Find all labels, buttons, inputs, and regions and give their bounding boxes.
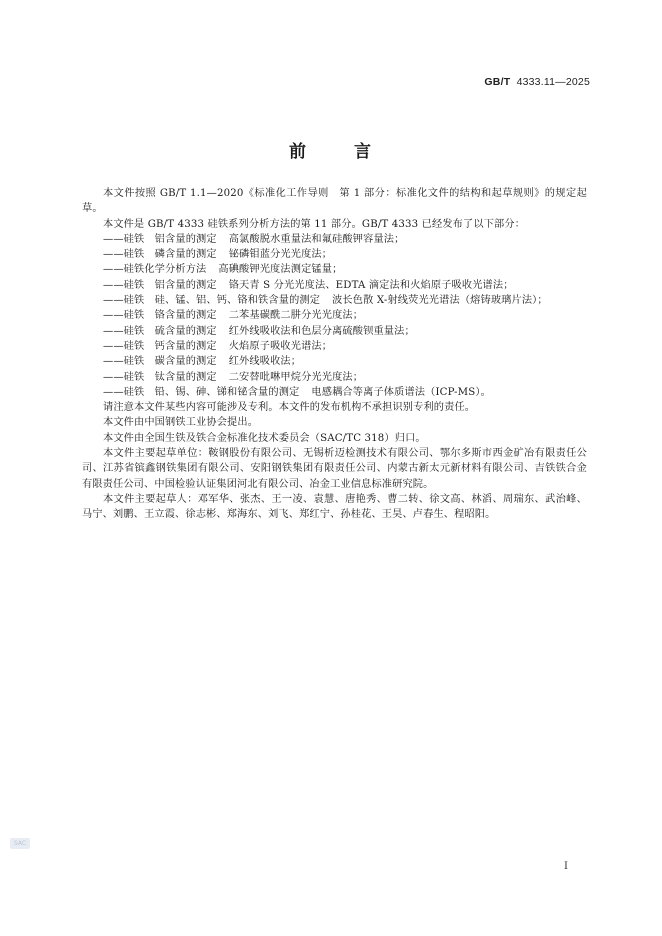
part-subject: ——硅铁 铬含量的测定 (103, 310, 217, 322)
standard-number-header (484, 76, 590, 88)
list-item (82, 339, 587, 354)
part-method: 铬天青 S 分光光度法、EDTA 滴定法和火焰原子吸收光谱法； (228, 279, 514, 291)
title-char-1: 前 (289, 142, 308, 162)
drafting-organizations: 本文件主要起草单位：鞍钢股份有限公司、无锡析迈检测技术有限公司、鄂尔多斯市西金矿冶有限责任公司、江苏省镔鑫钢铁集团有限公司、安阳钢铁集团有限责任公司、内蒙古新太元新材料有限公司、吉铁铁合金有限责任公司、中国检验认证集团河北有限公司、冶金工业信息标准研究院。 (82, 448, 587, 490)
standard-number: 4333.11—2025 (516, 76, 590, 88)
part-subject: ——硅铁 钛含量的测定 (103, 371, 217, 383)
list-item (82, 262, 587, 277)
list-item (82, 354, 587, 369)
list-item (82, 385, 587, 400)
patent-notice: 请注意本文件某些内容可能涉及专利。本文件的发布机构不承担识别专利的责任。 (103, 402, 476, 414)
part-subject: ——硅铁 铝含量的测定 (103, 279, 217, 291)
proposer-statement: 本文件由中国钢铁工业协会提出。 (103, 417, 259, 429)
page-number: I (564, 861, 568, 872)
part-method: 火焰原子吸收光谱法； (228, 340, 333, 352)
part-method: 高氯酸脱水重量法和氟硅酸钾容量法； (228, 233, 405, 245)
part-method: 波长色散 X-射线荧光光谱法（熔铸玻璃片法）； (332, 295, 548, 307)
sac-watermark-icon: SAC (10, 838, 30, 849)
list-item (82, 247, 587, 262)
part-method: 电感耦合等离子体质谱法（ICP-MS）。 (311, 386, 491, 398)
part-subject: ——硅铁 铝含量的测定 (103, 233, 217, 245)
title-char-2: 言 (354, 142, 373, 162)
committee-statement: 本文件由全国生铁及铁合金标准化技术委员会（SAC/TC 318）归口。 (103, 432, 426, 444)
list-item (82, 232, 587, 247)
part-method: 铋磷钼蓝分光光度法； (228, 249, 333, 261)
part-subject: ——硅铁 硫含量的测定 (103, 325, 217, 337)
part-subject: ——硅铁 碳含量的测定 (103, 356, 217, 368)
list-item (82, 278, 587, 293)
intro-paragraph-2: 本文件是 GB/T 4333 硅铁系列分析方法的第 11 部分。GB/T 4333 已经发布了以下部分： (103, 218, 526, 230)
parts-list (82, 232, 587, 400)
part-subject: ——硅铁化学分析方法 (103, 264, 207, 276)
part-subject: ——硅铁 磷含量的测定 (103, 249, 217, 261)
part-method: 红外线吸收法和色层分离硫酸钡重量法； (228, 325, 415, 337)
drafters: 本文件主要起草人：邓军华、张杰、王一凌、袁慧、唐艳秀、曹二转、徐文高、林滔、周瑞东、武治峰、马宁、刘鹏、王立霞、徐志彬、郑海东、刘飞、郑红宁、孙桂花、王昊、卢春生、程昭阳。 (82, 493, 587, 521)
list-item (82, 324, 587, 339)
page-title (0, 137, 662, 162)
part-method: 二苯基碳酰二肼分光光度法； (228, 310, 364, 322)
list-item (82, 308, 587, 323)
list-item (82, 370, 587, 385)
part-subject: ——硅铁 铅、锡、砷、锑和铋含量的测定 (103, 386, 300, 398)
intro-paragraph-1: 本文件按照 GB/T 1.1—2020《标准化工作导则 第 1 部分：标准化文件的结构和起草规则》的规定起草。 (82, 188, 587, 215)
part-method: 二安替吡啉甲烷分光光度法； (228, 371, 364, 383)
standard-code: GB/T (484, 76, 511, 88)
foreword-body (82, 186, 587, 523)
part-subject: ——硅铁 钙含量的测定 (103, 340, 217, 352)
list-item (82, 293, 587, 308)
part-method: 高碘酸钾光度法测定锰量； (218, 264, 343, 276)
part-subject: ——硅铁 硅、锰、铝、钙、铬和铁含量的测定 (103, 295, 321, 307)
part-method: 红外线吸收法； (228, 356, 302, 368)
